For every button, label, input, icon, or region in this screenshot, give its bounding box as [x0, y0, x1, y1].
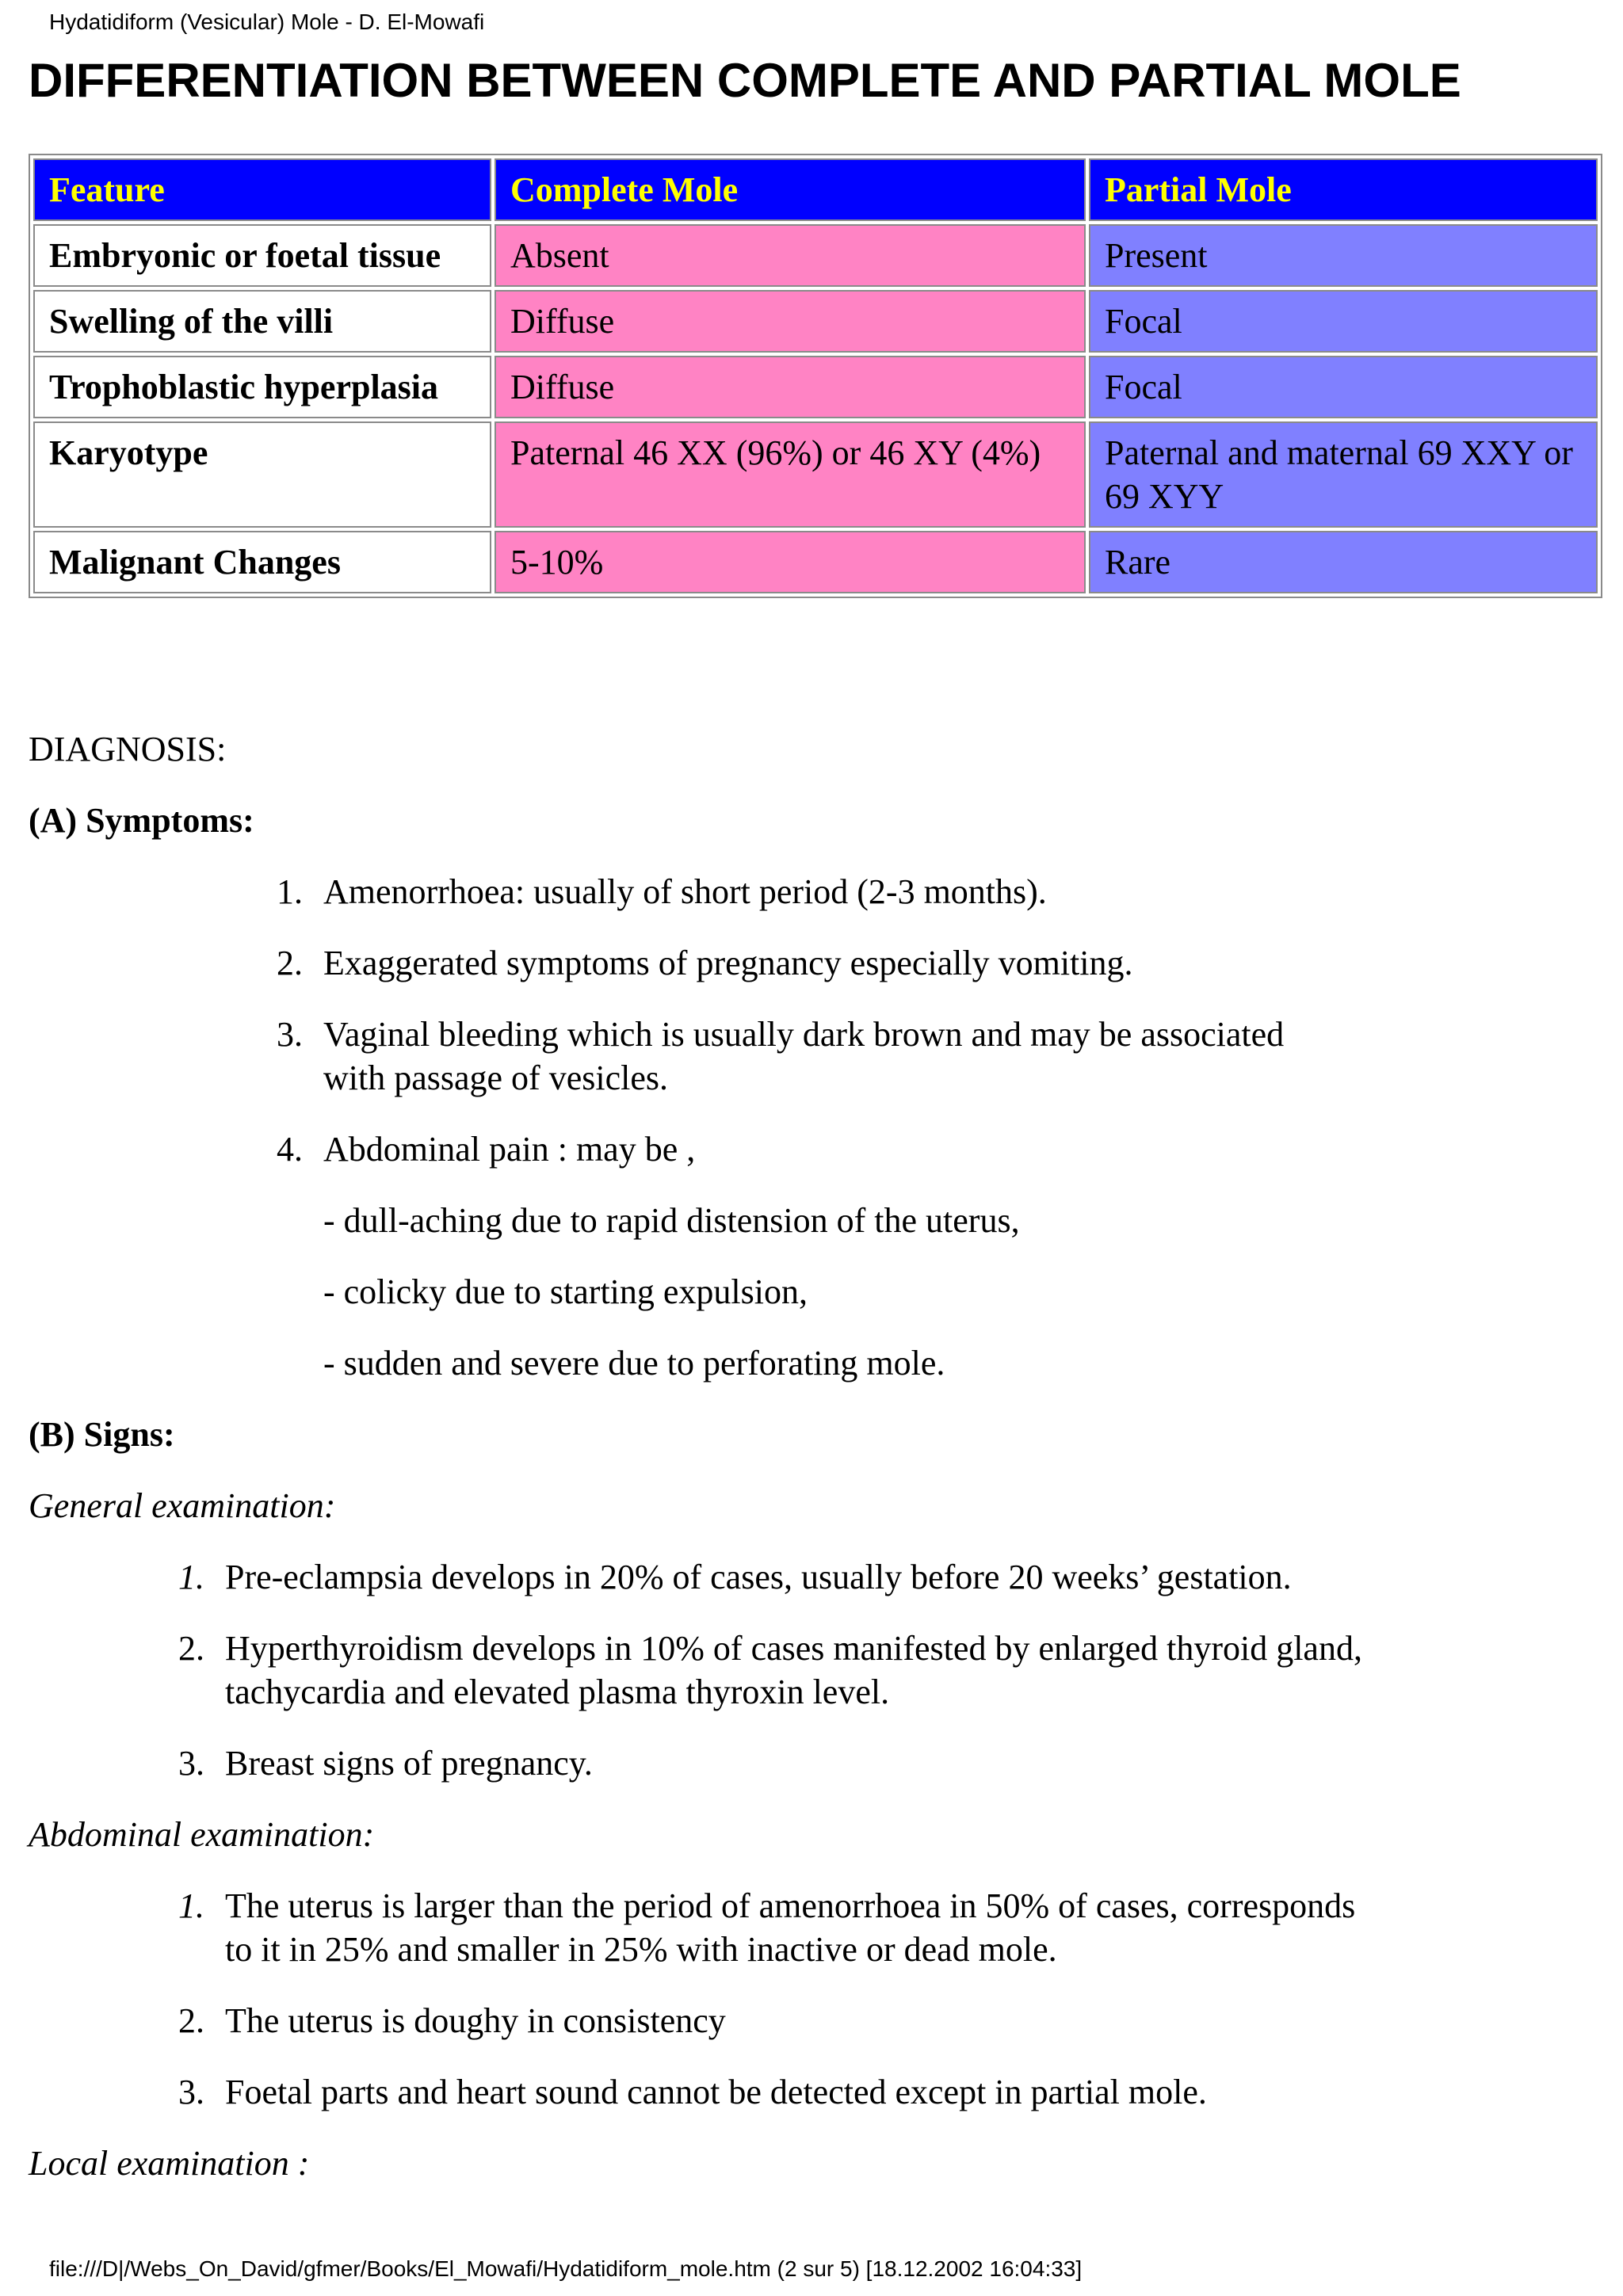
partial-cell: Rare — [1089, 531, 1598, 593]
diagnosis-heading: DIAGNOSIS: — [29, 730, 227, 769]
table-row — [33, 356, 1598, 418]
table-row — [33, 224, 1598, 287]
list-number: 3. — [277, 1015, 303, 1054]
pain-type: - sudden and severe due to perforating mole. — [323, 1344, 945, 1383]
signs-heading: (B) Signs: — [29, 1415, 175, 1454]
list-item: Exaggerated symptoms of pregnancy especially vomiting. — [323, 944, 1133, 982]
symptoms-heading: (A) Symptoms: — [29, 801, 254, 840]
abdominal-examination-heading: Abdominal examination: — [29, 1815, 375, 1854]
header-complete-mole: Complete Mole — [495, 158, 1086, 221]
list-number: 1. — [178, 1886, 204, 1925]
partial-cell: Paternal and maternal 69 XXY or 69 XYY — [1089, 421, 1598, 528]
general-examination-heading: General examination: — [29, 1486, 336, 1525]
feature-cell: Trophoblastic hyperplasia — [33, 356, 491, 418]
complete-cell: Absent — [495, 224, 1086, 287]
feature-cell: Karyotype — [33, 421, 491, 528]
footer-file-path: file:///D|/Webs_On_David/gfmer/Books/El_Mowafi/Hydatidiform_mole.htm (2 sur 5) [18.12.2002 16:04:33] — [49, 2256, 1083, 2281]
table-row — [33, 290, 1598, 353]
running-header: Hydatidiform (Vesicular) Mole - D. El-Mowafi — [49, 10, 485, 34]
list-item: Vaginal bleeding which is usually dark brown and may be associated — [323, 1015, 1285, 1054]
list-item: Breast signs of pregnancy. — [225, 1744, 593, 1783]
partial-cell: Focal — [1089, 356, 1598, 418]
list-item-continuation: with passage of vesicles. — [323, 1058, 668, 1097]
comparison-table — [29, 154, 1602, 598]
list-number: 2. — [277, 944, 303, 982]
list-number: 1. — [277, 872, 303, 911]
list-number: 2. — [178, 1629, 204, 1668]
list-number: 3. — [178, 1744, 204, 1783]
list-item: The uterus is doughy in consistency — [225, 2001, 726, 2040]
complete-cell: Diffuse — [495, 290, 1086, 353]
feature-cell: Malignant Changes — [33, 531, 491, 593]
complete-cell: 5-10% — [495, 531, 1086, 593]
table-row — [33, 421, 1598, 528]
complete-cell: Paternal 46 XX (96%) or 46 XY (4%) — [495, 421, 1086, 528]
local-examination-heading: Local examination : — [29, 2144, 310, 2183]
list-number: 4. — [277, 1130, 303, 1169]
list-item: The uterus is larger than the period of amenorrhoea in 50% of cases, corresponds — [225, 1886, 1356, 1925]
partial-cell: Focal — [1089, 290, 1598, 353]
feature-cell: Embryonic or foetal tissue — [33, 224, 491, 287]
table-header-row — [33, 158, 1598, 221]
feature-cell: Swelling of the villi — [33, 290, 491, 353]
list-item-continuation: tachycardia and elevated plasma thyroxin level. — [225, 1672, 890, 1711]
page-title: DIFFERENTIATION BETWEEN COMPLETE AND PARTIAL MOLE — [29, 54, 1461, 107]
list-item-continuation: to it in 25% and smaller in 25% with inactive or dead mole. — [225, 1930, 1057, 1969]
header-feature: Feature — [33, 158, 491, 221]
list-item: Amenorrhoea: usually of short period (2-3 months). — [323, 872, 1047, 911]
list-item: Foetal parts and heart sound cannot be detected except in partial mole. — [225, 2073, 1207, 2111]
partial-cell: Present — [1089, 224, 1598, 287]
list-number: 2. — [178, 2001, 204, 2040]
header-partial-mole: Partial Mole — [1089, 158, 1598, 221]
list-item: Hyperthyroidism develops in 10% of cases manifested by enlarged thyroid gland, — [225, 1629, 1362, 1668]
pain-type: - colicky due to starting expulsion, — [323, 1272, 808, 1311]
complete-cell: Diffuse — [495, 356, 1086, 418]
list-number: 3. — [178, 2073, 204, 2111]
table-row — [33, 531, 1598, 593]
list-item: Abdominal pain : may be , — [323, 1130, 696, 1169]
list-number: 1. — [178, 1558, 204, 1596]
list-item: Pre-eclampsia develops in 20% of cases, usually before 20 weeks’ gestation. — [225, 1558, 1292, 1596]
pain-type: - dull-aching due to rapid distension of the uterus, — [323, 1201, 1020, 1240]
